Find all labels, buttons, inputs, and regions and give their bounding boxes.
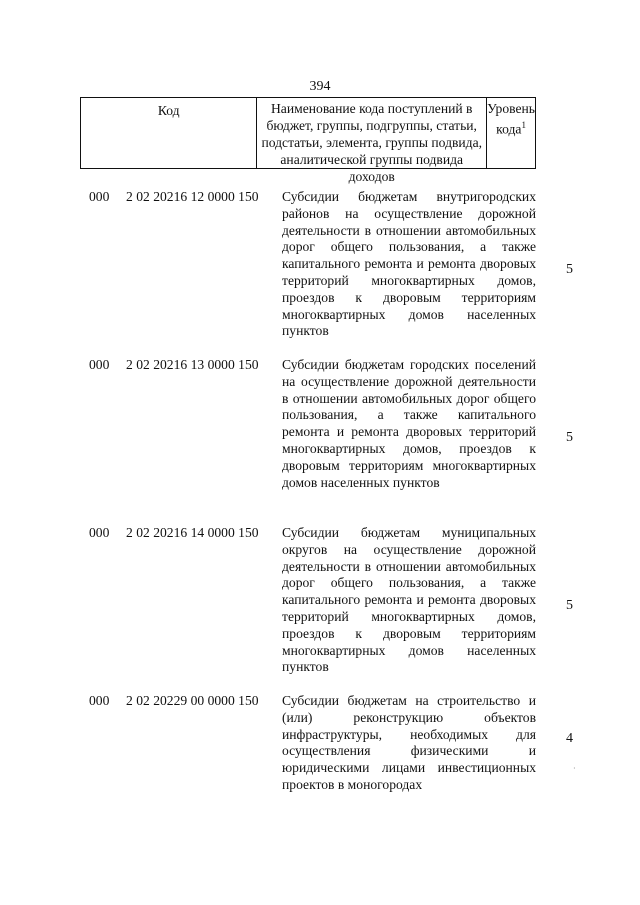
admin-code: 000 [89, 357, 110, 372]
income-code: 2 02 20216 13 0000 150 [126, 357, 259, 372]
income-code: 2 02 20216 12 0000 150 [126, 189, 259, 204]
header-level-footnote: 1 [521, 120, 526, 130]
admin-code: 000 [89, 189, 110, 204]
header-name: Наименование кода поступлений в бюджет, группы, подгруппы, статьи, подстатьи, элемента, группы подвида, аналитической группы подвида доходов [257, 98, 487, 168]
header-code: Код [81, 98, 257, 168]
income-name: Субсидии бюджетам на строительство и (или) реконструкцию объектов инфраструктуры, необходимых для осуществления физическими и юридическими лицами инвестиционных проектов в моногородах [282, 693, 536, 792]
code-level: 5 [566, 430, 573, 445]
header-level-label: Уровень кода [487, 101, 535, 137]
header-level [487, 98, 535, 168]
admin-code: 000 [89, 693, 110, 708]
income-name: Субсидии бюджетам муниципальных округов на осуществление дорожной деятельности в отношении автомобильных дорог общего пользования, а также капитального ремонта и ремонта дворовых территорий многоквартирных домов, проездов к дворовым территориям многоквартирных домов населенных пунктов [282, 525, 536, 675]
table-header [80, 97, 536, 184]
code-level: 4 [566, 731, 573, 746]
income-code: 2 02 20216 14 0000 150 [126, 525, 259, 540]
scan-speck: · [573, 764, 576, 773]
code-level: 5 [566, 262, 573, 277]
code-level: 5 [566, 598, 573, 613]
income-code: 2 02 20229 00 0000 150 [126, 693, 259, 708]
admin-code: 000 [89, 525, 110, 540]
income-name: Субсидии бюджетам городских поселений на осуществление дорожной деятельности в отношении автомобильных дорог общего пользования, а также капитального ремонта и ремонта дворовых территорий многоквартирных домов, проездов к дворовым территориям многоквартирных домов населенных пунктов [282, 357, 536, 490]
income-name: Субсидии бюджетам внутригородских районов на осуществление дорожной деятельности в отношении автомобильных дорог общего пользования, а также капитального ремонта и ремонта дворовых территорий многоквартирных домов, проездов к дворовым территориям многоквартирных домов населенных пунктов [282, 189, 536, 339]
page-number: 394 [309, 79, 331, 94]
